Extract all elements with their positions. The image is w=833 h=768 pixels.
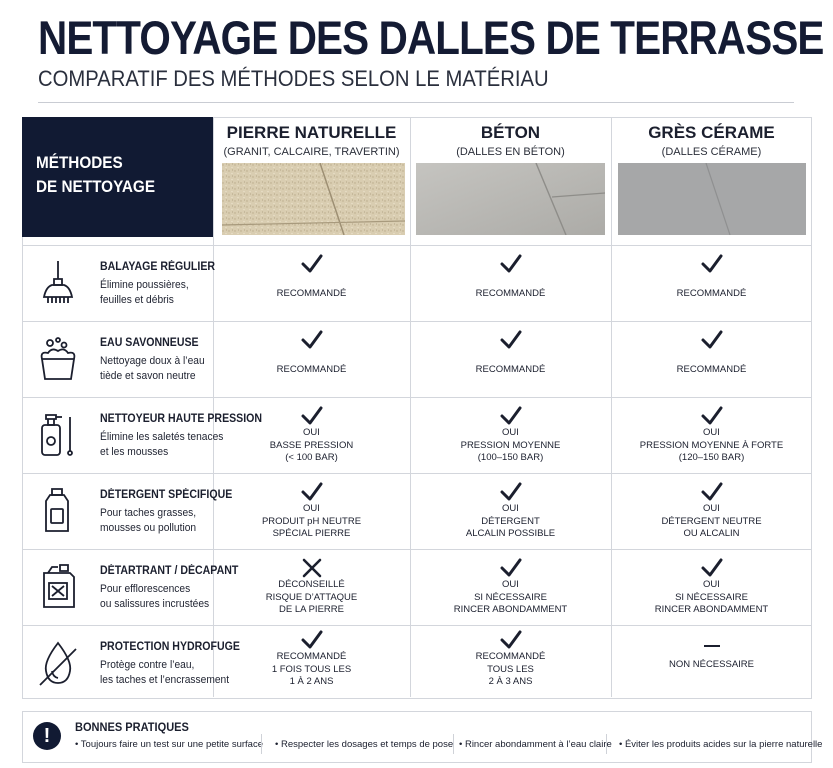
cell-pierre: OUI PRODUIT pH NEUTRE SPÉCIAL PIERRE — [213, 473, 410, 549]
comparison-table — [22, 117, 812, 699]
check-icon — [300, 253, 324, 275]
method-description: Nettoyage doux à l’eau tiède et savon neutre — [100, 355, 205, 382]
cell-pierre: RECOMMANDÉ — [213, 321, 410, 397]
water-drop-shield-icon — [36, 639, 80, 687]
jerrycan-icon — [36, 563, 80, 611]
exclamation-icon: ! — [33, 722, 61, 750]
check-icon — [300, 405, 324, 427]
tip-item: • Rincer abondamment à l’eau claire — [459, 739, 612, 750]
column-subtitle: (DALLES EN BÉTON) — [456, 146, 565, 158]
cell-pierre: OUI BASSE PRESSION (< 100 BAR) — [213, 397, 410, 473]
detergent-bottle-icon — [36, 487, 80, 535]
cell-beton: RECOMMANDÉ — [410, 245, 611, 321]
method-row-hydrofuge — [22, 625, 812, 697]
best-practices-title: BONNES PRATIQUES — [75, 720, 189, 734]
method-row-haute-pression — [22, 397, 812, 473]
check-icon — [700, 557, 724, 579]
cell-beton: RECOMMANDÉ TOUS LES 2 À 3 ANS — [410, 625, 611, 701]
column-subtitle: (DALLES CÉRAME) — [661, 146, 762, 158]
method-name: DÉTARTRANT / DÉCAPANT — [100, 565, 239, 577]
best-practices-box — [22, 711, 823, 763]
cell-beton: OUI SI NÉCESSAIRE RINCER ABONDAMMENT — [410, 549, 611, 625]
check-icon — [700, 405, 724, 427]
dash-icon — [704, 645, 720, 647]
column-title: PIERRE NATURELLE — [226, 123, 397, 142]
cell-pierre: DÉCONSEILLÉ RISQUE D’ATTAQUE DE LA PIERRE — [213, 549, 410, 625]
cell-gres: OUI SI NÉCESSAIRE RINCER ABONDAMMENT — [611, 549, 812, 625]
cell-beton: OUI DÉTERGENT ALCALIN POSSIBLE — [410, 473, 611, 549]
column-title: GRÈS CÉRAME — [648, 123, 775, 142]
method-row-detergent — [22, 473, 812, 549]
broom-icon — [36, 259, 80, 307]
cell-beton: OUI PRESSION MOYENNE (100–150 BAR) — [410, 397, 611, 473]
soap-bucket-icon — [36, 335, 80, 383]
check-icon — [300, 481, 324, 503]
check-icon — [700, 253, 724, 275]
check-icon — [499, 629, 523, 651]
tip-divider — [453, 734, 454, 754]
check-icon — [499, 557, 523, 579]
method-description: Pour taches grasses, mousses ou pollution — [100, 507, 197, 534]
tip-item: • Respecter les dosages et temps de pose — [275, 739, 454, 750]
cell-pierre: RECOMMANDÉ — [213, 245, 410, 321]
check-icon — [499, 481, 523, 503]
methods-header-line1: MÉTHODES — [36, 153, 123, 172]
tip-item: • Éviter les produits acides sur la pierre naturelle — [619, 739, 823, 750]
method-row-eau-savonneuse — [22, 321, 812, 397]
method-name: BALAYAGE RÉGULIER — [100, 261, 216, 273]
cell-gres: RECOMMANDÉ — [611, 321, 812, 397]
method-description: Pour efflorescences ou salissures incrustées — [100, 583, 210, 610]
cell-gres: RECOMMANDÉ — [611, 245, 812, 321]
check-icon — [700, 329, 724, 351]
cross-icon — [300, 557, 324, 579]
check-icon — [499, 329, 523, 351]
check-icon — [300, 329, 324, 351]
cell-pierre: RECOMMANDÉ 1 FOIS TOUS LES 1 À 2 ANS — [213, 625, 410, 701]
tip-divider — [261, 734, 262, 754]
method-row-detartrant — [22, 549, 812, 625]
method-description: Élimine poussières, feuilles et débris — [100, 279, 189, 306]
check-icon — [499, 405, 523, 427]
method-name: EAU SAVONNEUSE — [100, 337, 199, 349]
pressure-washer-icon — [36, 411, 80, 459]
column-title: BÉTON — [480, 123, 541, 142]
page-title: NETTOYAGE DES DALLES DE TERRASSE — [38, 11, 824, 64]
column-subtitle: (GRANIT, CALCAIRE, TRAVERTIN) — [223, 146, 400, 158]
cell-gres: OUI PRESSION MOYENNE À FORTE (120–150 BAR) — [611, 397, 812, 473]
cell-beton: RECOMMANDÉ — [410, 321, 611, 397]
check-icon — [700, 481, 724, 503]
tip-divider — [606, 734, 607, 754]
method-description: Élimine les saletés tenaces et les mousses — [100, 431, 224, 458]
title-divider — [38, 102, 794, 103]
swatch-beton — [416, 163, 605, 235]
method-name: DÉTERGENT SPÉCIFIQUE — [100, 489, 233, 501]
methods-header-line2: DE NETTOYAGE — [36, 177, 156, 196]
method-name: PROTECTION HYDROFUGE — [100, 641, 240, 653]
cell-gres: OUI DÉTERGENT NEUTRE OU ALCALIN — [611, 473, 812, 549]
method-description: Protège contre l’eau, les taches et l’encrassement — [100, 659, 230, 686]
method-name: NETTOYEUR HAUTE PRESSION — [100, 413, 263, 425]
check-icon — [499, 253, 523, 275]
check-icon — [300, 629, 324, 651]
swatch-pierre-naturelle — [222, 163, 405, 235]
method-row-balayage — [22, 245, 812, 321]
page-subtitle: COMPARATIF DES MÉTHODES SELON LE MATÉRIAU — [38, 66, 549, 91]
tip-item: • Toujours faire un test sur une petite surface — [75, 739, 263, 750]
swatch-gres-cerame — [618, 163, 806, 235]
methods-header — [22, 117, 213, 237]
cell-gres: NON NÉCESSAIRE — [611, 625, 812, 701]
